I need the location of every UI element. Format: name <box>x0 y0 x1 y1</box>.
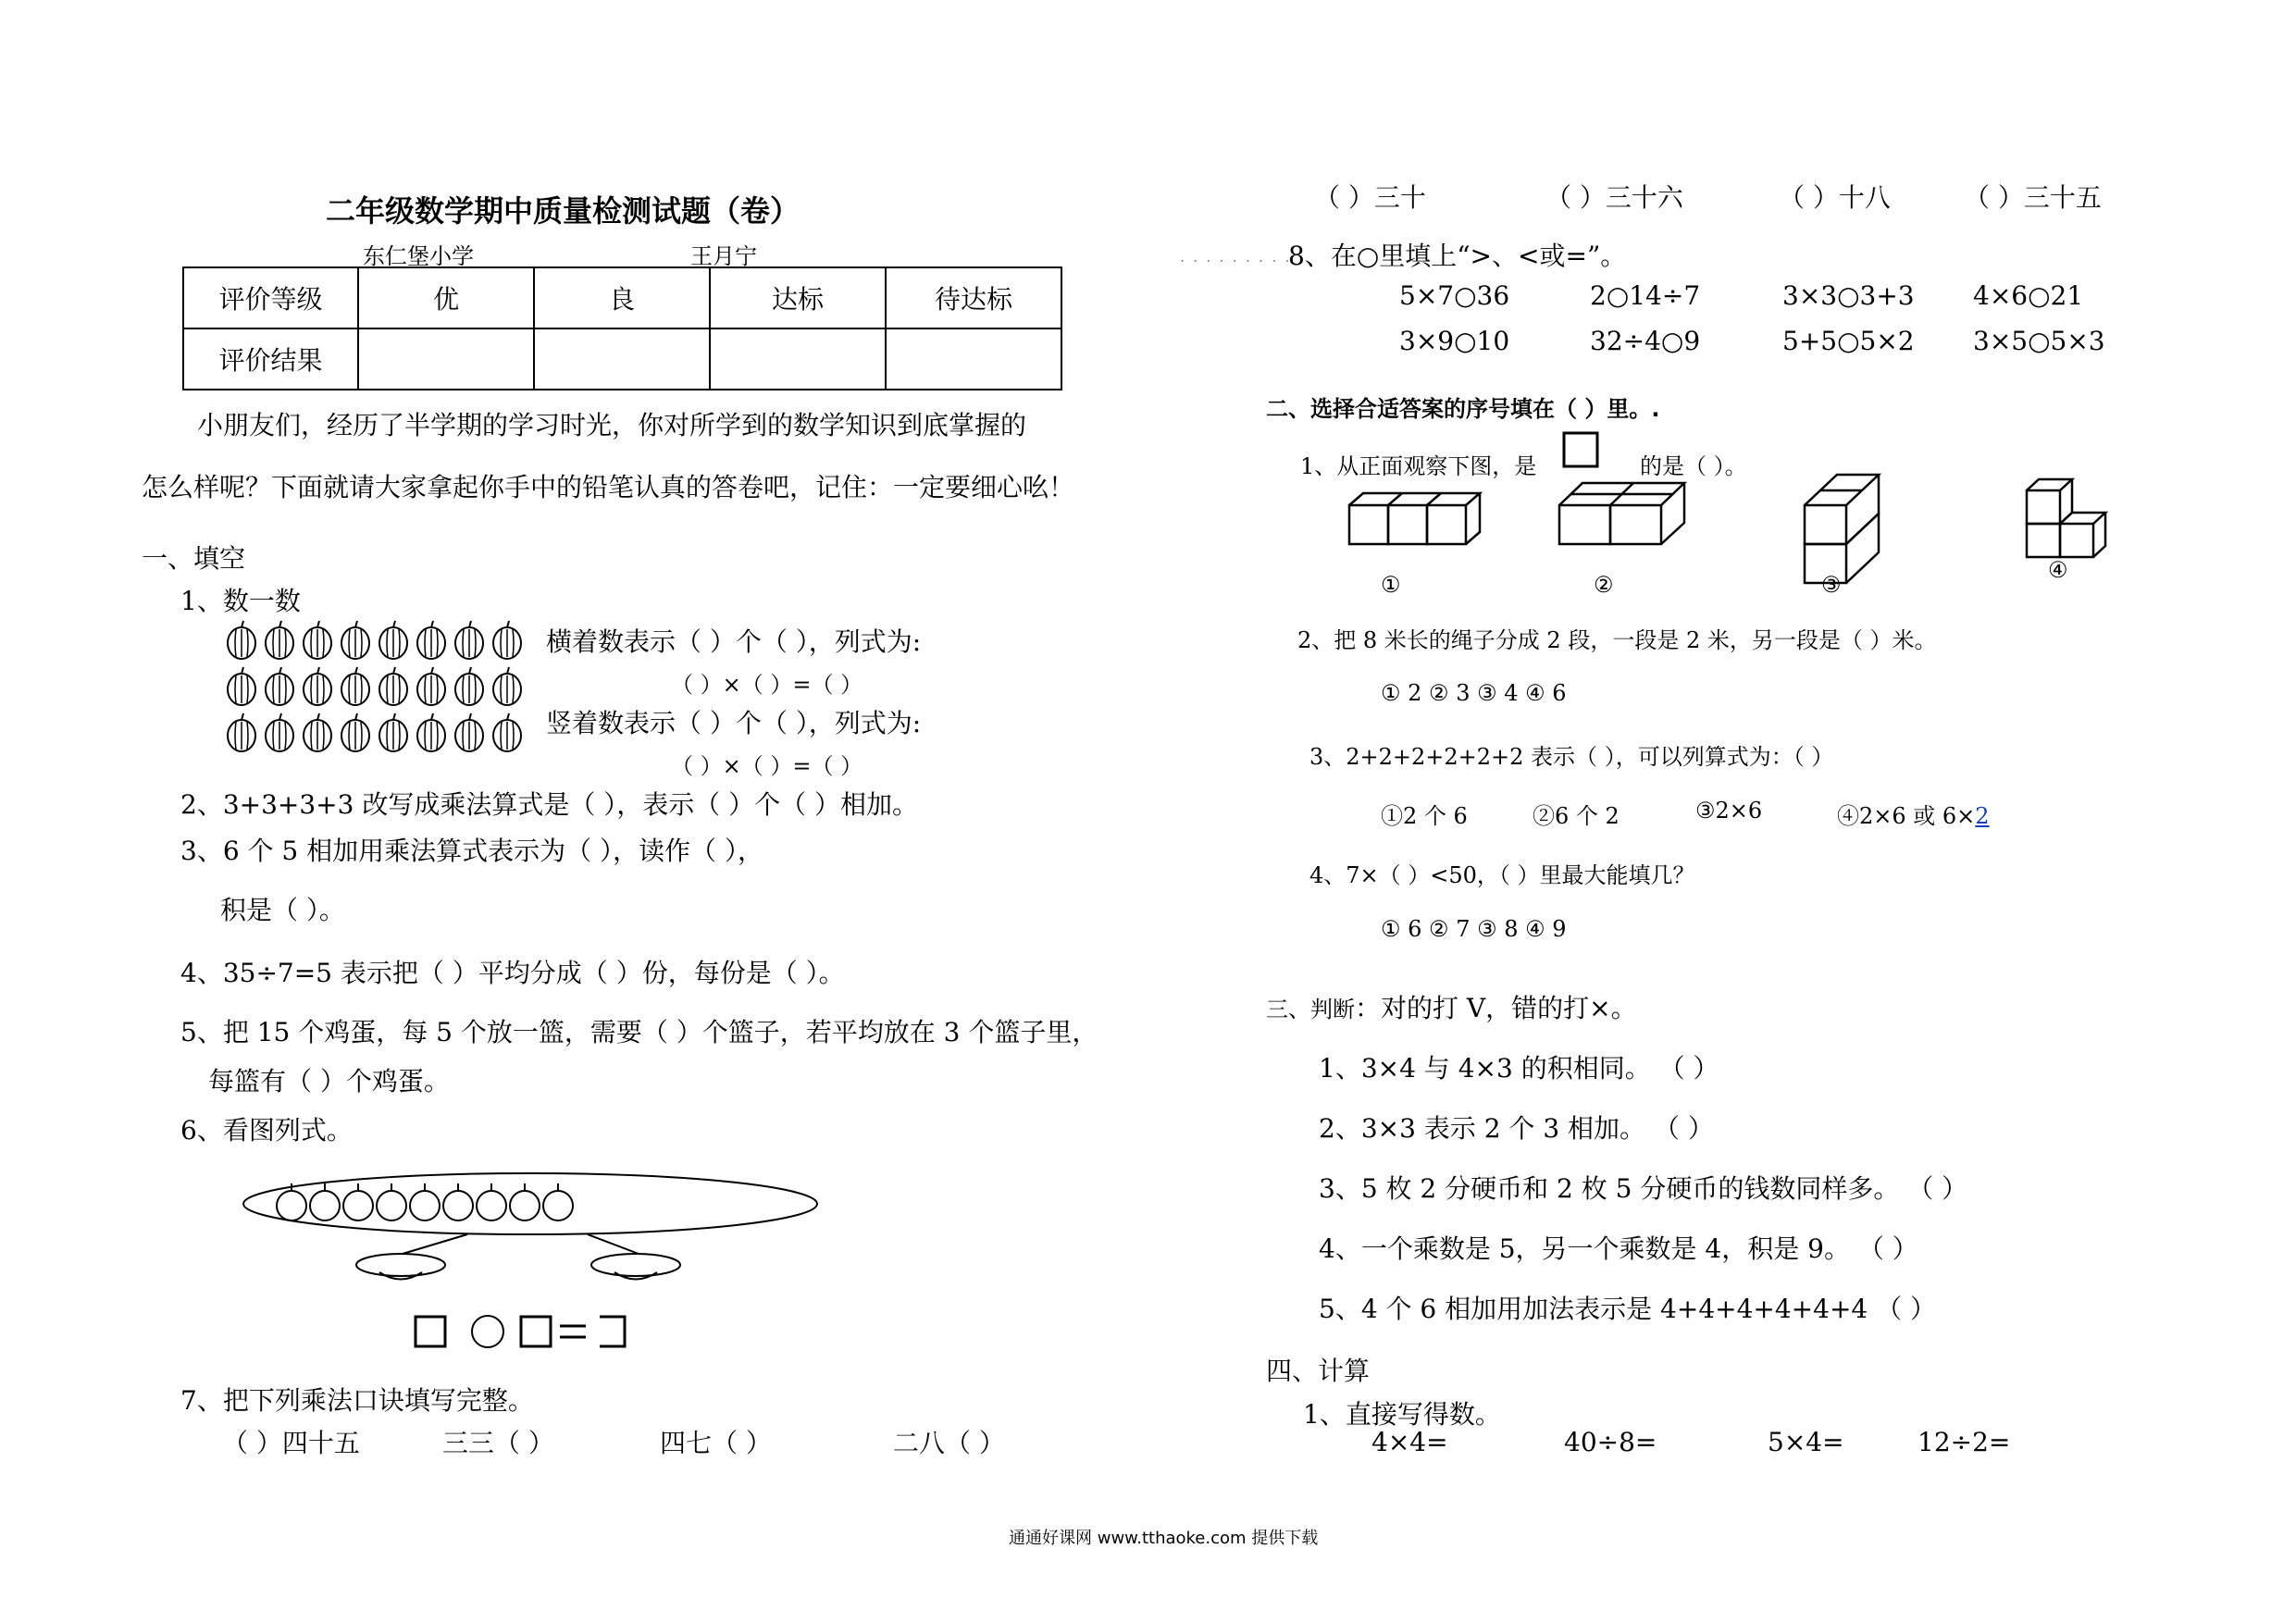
q8-item: 5×7○36 <box>1399 280 1510 311</box>
apple-icon <box>543 1183 573 1220</box>
plate-icon <box>356 1254 445 1276</box>
figure-label: ② <box>1594 572 1614 598</box>
fruit-icon <box>304 667 331 705</box>
s2-q3-option <box>1837 798 1990 830</box>
fruit-icon <box>493 621 521 659</box>
fruit-icon <box>341 621 369 659</box>
intro-line-2: 怎么样呢？下面就请大家拿起你手中的铅笔认真的答卷吧，记住：一定要细心吆！ <box>142 472 1075 502</box>
q7-item: 三三（ ） <box>442 1428 554 1458</box>
tray-outline <box>243 1173 817 1234</box>
plate-icon <box>591 1254 680 1276</box>
table-row <box>183 328 1061 390</box>
footer-text: 通通好课网 www.tthaoke.com 提供下载 <box>1009 1529 1319 1548</box>
operator-circle[interactable] <box>472 1316 503 1347</box>
s2-q3-option: ①2 个 6 <box>1381 803 1468 829</box>
calc-question-1: 1、直接写得数。 <box>1303 1399 1501 1430</box>
apple-icon <box>443 1183 473 1220</box>
question-4: 4、35÷7=5 表示把（ ）平均分成（ ）份，每份是（ ）。 <box>180 958 845 988</box>
cube-figures <box>1347 472 2124 601</box>
figure-label: ④ <box>2048 557 2068 583</box>
s2-question-1-tail: 的是（ ）。 <box>1640 453 1747 479</box>
apple-row <box>277 1183 573 1220</box>
q8-item: 3×9○10 <box>1399 326 1510 356</box>
s2-question-4-options: ① 6 ② 7 ③ 8 ④ 9 <box>1381 916 1567 942</box>
single-square-icon <box>1562 431 1599 468</box>
fruit-icon <box>379 667 407 705</box>
connector-line <box>588 1234 639 1254</box>
question-3-continued: 积是（ ）。 <box>220 895 345 925</box>
answer-box[interactable] <box>416 1317 445 1346</box>
section-4-heading: 四、计算 <box>1266 1356 1371 1386</box>
apple-icon <box>343 1183 373 1220</box>
inline-link[interactable]: 2 <box>1975 803 1990 829</box>
apple-icon <box>310 1183 340 1220</box>
fruit-icon <box>228 713 255 751</box>
answer-box[interactable] <box>600 1317 625 1346</box>
calc-item: 12÷2= <box>1917 1427 2011 1457</box>
answer-box[interactable] <box>521 1317 551 1346</box>
section-3-heading <box>1266 988 1637 1025</box>
question-7: 7、把下列乘法口诀填写完整。 <box>180 1385 534 1416</box>
figure-label: ③ <box>1821 572 1842 598</box>
fruit-icon <box>266 713 293 751</box>
apple-icon <box>510 1183 540 1220</box>
judge-item: 4、一个乘数是 5，另一个乘数是 4，积是 9。 （ ） <box>1319 1233 1918 1264</box>
fruit-icon <box>379 621 407 659</box>
s2-q3-option: ②6 个 2 <box>1533 803 1620 829</box>
s2-question-1: 1、从正面观察下图，是 <box>1300 453 1537 479</box>
cube-figure-4 <box>2027 479 2105 557</box>
q8-item: 3×3○3+3 <box>1782 280 1915 311</box>
table-cell[interactable] <box>710 328 886 390</box>
question-1-vertical-formula: （ ）×（ ）=（ ） <box>671 753 863 779</box>
calc-item: 40÷8= <box>1564 1427 1657 1457</box>
cube-figure-3 <box>1805 475 1879 583</box>
fruit-icon <box>417 713 445 751</box>
question-5: 5、把 15 个鸡蛋，每 5 个放一篮，需要（ ）个篮子，若平均放在 3 个篮子里， <box>180 1017 1098 1047</box>
section-3-label: 三、判断 <box>1266 997 1355 1022</box>
question-1-horizontal-formula: （ ）×（ ）=（ ） <box>671 672 863 698</box>
question-1-vertical: 竖着数表示（ ）个（ ），列式为: <box>546 708 922 738</box>
question-3: 3、6 个 5 相加用乘法算式表示为（ ），读作（ ）， <box>180 836 763 866</box>
apple-icon <box>377 1183 406 1220</box>
table-cell: 评价结果 <box>183 328 358 390</box>
q7-item: （ ）三十六 <box>1545 182 1683 213</box>
fruit-icon <box>228 621 255 659</box>
q7-item: （ ）三十五 <box>1964 182 2102 213</box>
q7-item: （ ）十八 <box>1779 182 1891 213</box>
q7-item: （ ）三十 <box>1314 182 1426 213</box>
table-cell: 待达标 <box>886 267 1061 328</box>
table-cell[interactable] <box>534 328 710 390</box>
fruit-icon <box>304 621 331 659</box>
q7-item: 二八（ ） <box>893 1428 1005 1458</box>
s2-question-2-options: ① 2 ② 3 ③ 4 ④ 6 <box>1381 680 1567 706</box>
fruit-icon <box>341 713 369 751</box>
calc-item: 5×4= <box>1768 1427 1844 1457</box>
s2-question-4: 4、7×（ ）<50，（ ）里最大能填几？ <box>1309 862 1695 888</box>
calc-item: 4×4= <box>1371 1427 1448 1457</box>
table-cell[interactable] <box>886 328 1061 390</box>
s2-question-2: 2、把 8 米长的绳子分成 2 段，一段是 2 米，另一段是（ ）米。 <box>1297 627 1937 653</box>
q8-item: 3×5○5×3 <box>1973 326 2105 356</box>
page-title: 二年级数学期中质量检测试题（卷） <box>326 193 800 229</box>
question-2: 2、3+3+3+3 改写成乘法算式是（ ），表示（ ）个（ ）相加。 <box>180 789 919 820</box>
table-cell: 优 <box>358 267 534 328</box>
fruit-icon <box>304 713 331 751</box>
question-5-continued: 每篮有（ ）个鸡蛋。 <box>208 1066 450 1096</box>
apple-icon <box>410 1183 440 1220</box>
apples-plates-picture <box>236 1161 828 1356</box>
judge-item: 5、4 个 6 相加用加法表示是 4+4+4+4+4+4 （ ） <box>1319 1294 1937 1324</box>
fruit-icon <box>266 667 293 705</box>
q8-item: 32÷4○9 <box>1590 326 1701 356</box>
q8-item: 4×6○21 <box>1973 280 2084 311</box>
section-2-heading: 二、选择合适答案的序号填在（ ）里。. <box>1266 396 1660 422</box>
s2-question-3: 3、2+2+2+2+2+2 表示（ ），可以列算式为：（ ） <box>1309 744 1834 770</box>
fruit-icon <box>266 621 293 659</box>
cube-figure-1 <box>1349 493 1480 544</box>
fruit-icon <box>455 667 483 705</box>
fruit-icon <box>493 667 521 705</box>
judge-item: 1、3×4 与 4×3 的积相同。 （ ） <box>1319 1053 1719 1084</box>
intro-line-1: 小朋友们，经历了半学期的学习时光，你对所学到的数学知识到底掌握的 <box>197 410 1027 440</box>
table-cell: 评价等级 <box>183 267 358 328</box>
evaluation-table <box>182 266 1062 390</box>
fruit-icon <box>417 667 445 705</box>
q7-item: （ ）四十五 <box>222 1428 360 1458</box>
question-1: 1、数一数 <box>180 586 301 616</box>
cube-figure-2 <box>1559 483 1684 544</box>
table-cell: 良 <box>534 267 710 328</box>
fruit-icon <box>455 621 483 659</box>
question-1-horizontal: 横着数表示（ ）个（ ），列式为: <box>546 626 922 657</box>
connector-line <box>403 1234 467 1254</box>
fruit-icon <box>228 667 255 705</box>
q8-item: 2○14÷7 <box>1590 280 1701 311</box>
question-8: 8、在○里填上“>、<或=”。 <box>1288 241 1627 271</box>
fruit-icon <box>341 667 369 705</box>
dotted-leader: . . . . . . . . . <box>1180 248 1292 266</box>
figure-label: ① <box>1381 572 1401 598</box>
judge-item: 3、5 枚 2 分硬币和 2 枚 5 分硬币的钱数同样多。 （ ） <box>1319 1173 1968 1204</box>
fruit-icon <box>417 621 445 659</box>
teacher-name: 王月宁 <box>690 243 757 269</box>
q7-item: 四七（ ） <box>660 1428 772 1458</box>
section-3-instructions: ：对的打 V，错的打×。 <box>1355 993 1637 1023</box>
judge-item: 2、3×3 表示 2 个 3 相加。 （ ） <box>1319 1113 1714 1144</box>
section-1-heading: 一、填空 <box>142 543 246 574</box>
fruit-icon <box>493 713 521 751</box>
s2-q3-option: ③2×6 <box>1695 798 1763 824</box>
table-cell: 达标 <box>710 267 886 328</box>
fruit-grid-picture <box>227 620 532 768</box>
q8-item: 5+5○5×2 <box>1782 326 1915 356</box>
table-row <box>183 267 1061 328</box>
question-6: 6、看图列式。 <box>180 1115 353 1146</box>
fruit-icon <box>379 713 407 751</box>
s2-q3-option-text: ④2×6 或 6× <box>1837 803 1976 829</box>
school-name: 东仁堡小学 <box>363 243 474 269</box>
apple-icon <box>477 1183 506 1220</box>
fruit-icon <box>455 713 483 751</box>
table-cell[interactable] <box>358 328 534 390</box>
